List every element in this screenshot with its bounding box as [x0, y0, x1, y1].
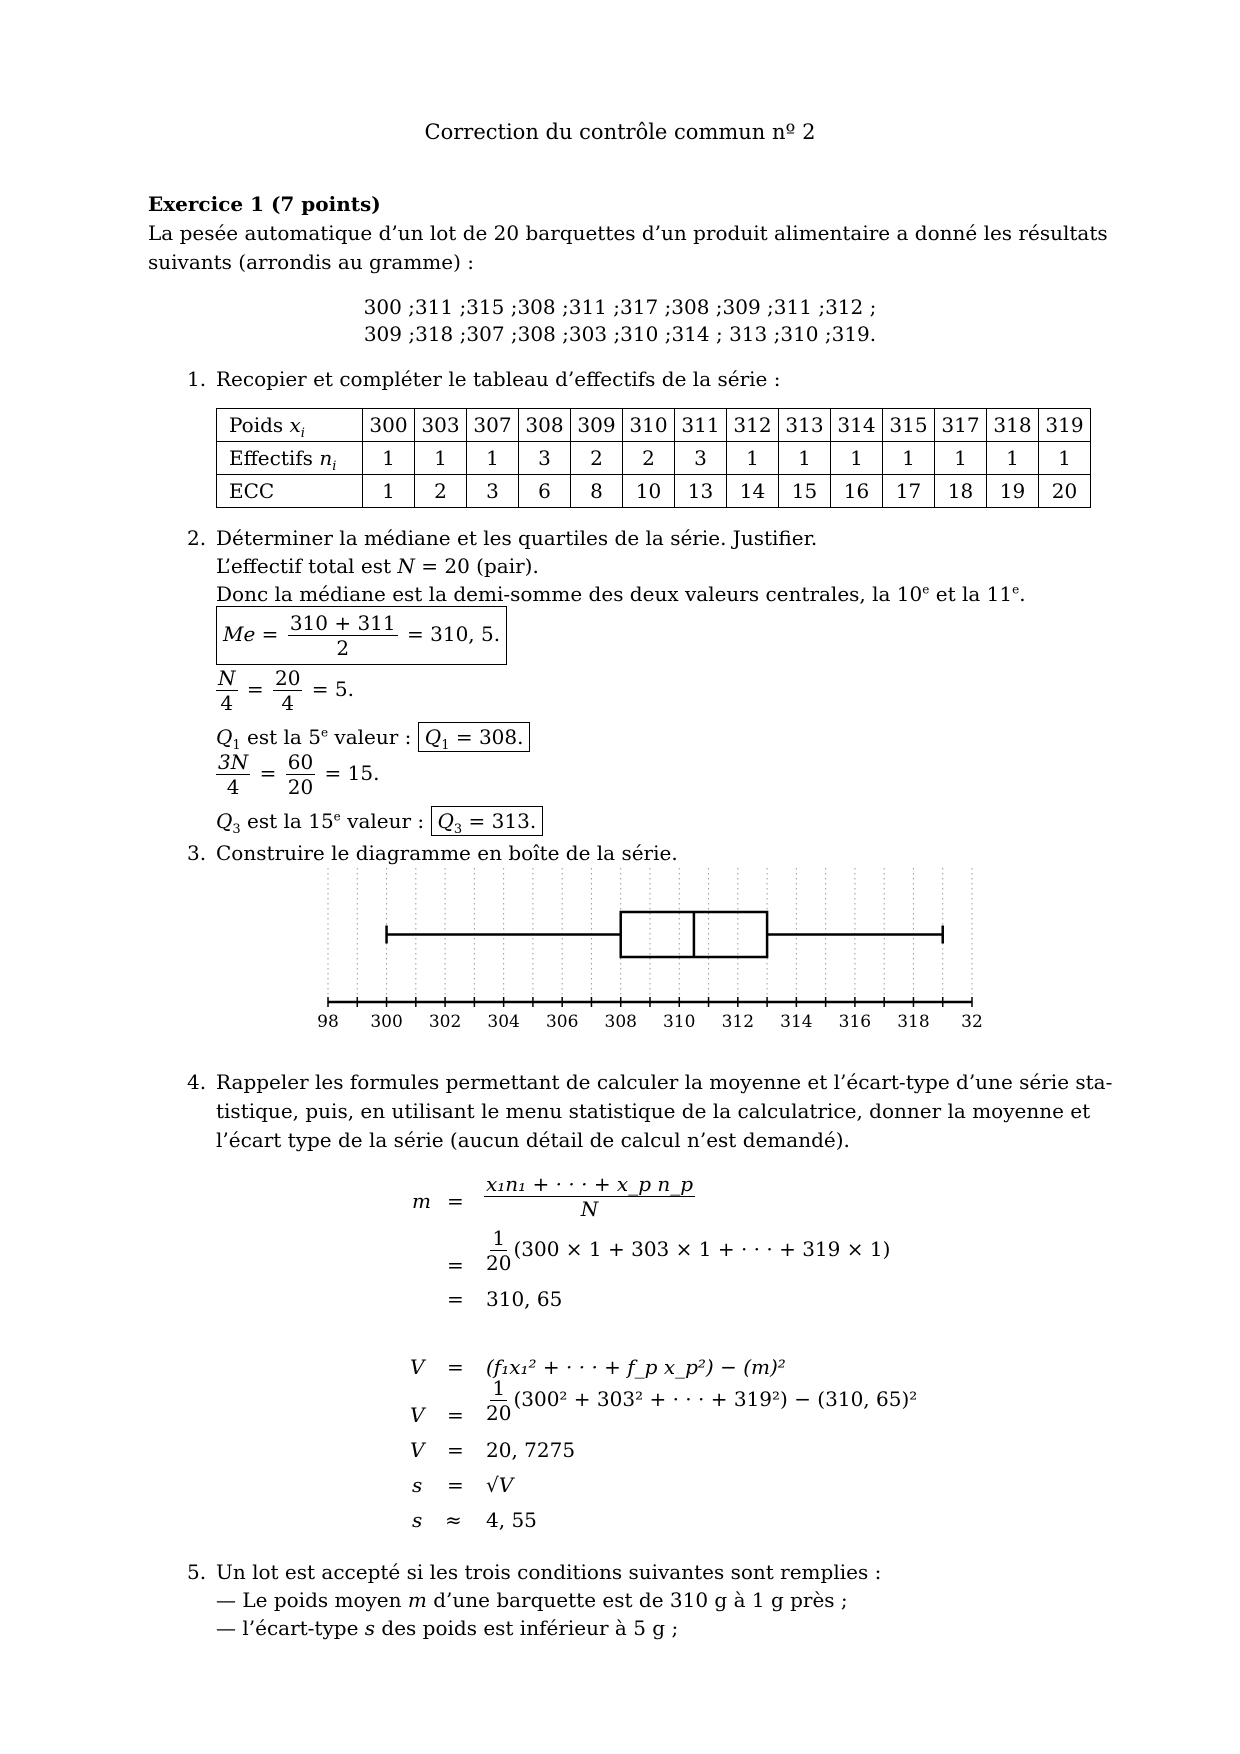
data-line2: 309 ;318 ;307 ;308 ;303 ;310 ;314 ; 313 ;310 ;319. — [363, 322, 877, 346]
q5-text: Un lot est accepté si les trois conditions suivantes sont remplies : — [216, 1560, 882, 1584]
table-cell: 312 — [727, 409, 779, 442]
table-cell: 319 — [1039, 409, 1091, 442]
tick-label: 308 — [604, 1012, 637, 1032]
table-cell: 310 — [623, 409, 675, 442]
table-cell: 309 — [571, 409, 623, 442]
tick-label: 314 — [780, 1012, 813, 1032]
table-cell: 16 — [831, 475, 883, 508]
exercise-heading: Exercice 1 (7 points) — [148, 192, 381, 216]
table-cell: 1 — [363, 475, 415, 508]
table-cell: 1 — [727, 442, 779, 475]
q4-number: 4. — [187, 1070, 207, 1094]
document-title: Correction du contrôle commun nº 2 — [424, 120, 816, 144]
table-cell: 20 — [1039, 475, 1091, 508]
q2-number: 2. — [187, 526, 207, 550]
table-cell: 10 — [623, 475, 675, 508]
sqrt-v: √V — [486, 1473, 514, 1497]
mean-formula: $\frac{\text{x₁n₁ + · · · + x\_p n\_p}}{N}$ — [486, 1172, 694, 1221]
tick-label: 98 — [317, 1012, 339, 1032]
table-cell: 315 — [883, 409, 935, 442]
row-label-weight: Poids $x_i$ — [217, 409, 363, 442]
row-label-counts: Effectifs $n_i$ — [217, 442, 363, 475]
approx-sign: ≈ — [445, 1508, 462, 1532]
table-cell: 313 — [779, 409, 831, 442]
variance-sum: $\frac{1}{20}$ (300² + 303² + · · · + 319²) − (310, 65)² — [486, 1376, 918, 1425]
table-cell: 1 — [883, 442, 935, 475]
table-cell: 17 — [883, 475, 935, 508]
eq-sign: = — [447, 1438, 464, 1462]
std-result: 4, 55 — [486, 1508, 537, 1532]
q4-line3: l’écart type de la série (aucun détail de calcul n’est demandé). — [216, 1128, 850, 1152]
table-cell: 18 — [935, 475, 987, 508]
q3-text: Construire le diagramme en boîte de la série. — [216, 841, 678, 865]
q5-number: 5. — [187, 1560, 207, 1584]
table-cell: 13 — [675, 475, 727, 508]
mean-sum: $\frac{1}{20}$ (300 × 1 + 303 × 1 + · · · + 319 × 1) — [486, 1226, 891, 1275]
tick-label: 304 — [487, 1012, 520, 1032]
table-cell: 19 — [987, 475, 1039, 508]
table-cell: 8 — [571, 475, 623, 508]
row-label-ecc: ECC — [217, 475, 363, 508]
tick-label: 302 — [428, 1012, 462, 1032]
q3-result-box: $Q_3 = 313$. — [431, 806, 544, 836]
boxplot-chart — [0, 860, 1240, 1040]
q1-text: Recopier et compléter le tableau d’effectifs de la série : — [216, 367, 781, 391]
table-cell: 1 — [831, 442, 883, 475]
eq-sign: = — [447, 1189, 464, 1213]
3n-over-4: $\frac{3N}{4}$ = $\frac{60}{20}$ = 15. — [218, 750, 380, 799]
median-box: Me = $\frac{310 + 311}{2}$ = 310, 5. — [216, 606, 507, 665]
table-row-ecc — [217, 475, 1091, 508]
q2-median-explain: Donc la médiane est la demi-somme des deux valeurs centrales, la 10e et la 11e. — [216, 582, 1026, 606]
eq-v-var: V — [410, 1438, 425, 1462]
table-cell: 1 — [779, 442, 831, 475]
table-cell: 314 — [831, 409, 883, 442]
exercise-intro-line1: La pesée automatique d’un lot de 20 barquettes d’un produit alimentaire a donné les résultats — [148, 221, 1108, 245]
table-cell: 307 — [467, 409, 519, 442]
mean-result: 310, 65 — [486, 1287, 563, 1311]
tick-label: 312 — [721, 1012, 755, 1032]
table-cell: 15 — [779, 475, 831, 508]
eq-sign: = — [447, 1403, 464, 1427]
table-cell: 2 — [415, 475, 467, 508]
q5-condition1: — Le poids moyen m d’une barquette est de 310 g à 1 g près ; — [216, 1588, 848, 1612]
table-cell: 6 — [519, 475, 571, 508]
table-row-values — [217, 409, 1091, 442]
q3-quartile-line: $Q_3$ est la 15e valeur : $Q_3 = 313$. — [216, 806, 543, 836]
table-cell: 300 — [363, 409, 415, 442]
table-cell: 14 — [727, 475, 779, 508]
q1-quartile-line: $Q_1$ est la 5e valeur : $Q_1 = 308$. — [216, 722, 530, 752]
exercise-intro-line2: suivants (arrondis au gramme) : — [148, 250, 475, 274]
table-row-counts — [217, 442, 1091, 475]
frequency-table — [216, 408, 1091, 508]
data-line1: 300 ;311 ;315 ;308 ;311 ;317 ;308 ;309 ;311 ;312 ; — [363, 295, 877, 319]
eq-sign: = — [447, 1253, 464, 1277]
tick-label: 318 — [897, 1012, 930, 1032]
q4-line2: tistique, puis, en utilisant le menu statistique de la calculatrice, donner la moyenne et — [216, 1099, 1091, 1123]
table-cell: 308 — [519, 409, 571, 442]
table-cell: 1 — [363, 442, 415, 475]
tick-label: 300 — [370, 1012, 403, 1032]
table-cell: 1 — [415, 442, 467, 475]
q5-condition2: — l’écart-type s des poids est inférieur à 5 g ; — [216, 1616, 679, 1640]
eq-sign: = — [447, 1355, 464, 1379]
table-cell: 3 — [519, 442, 571, 475]
table-cell: 317 — [935, 409, 987, 442]
table-cell: 2 — [623, 442, 675, 475]
table-cell: 1 — [467, 442, 519, 475]
q1-result-box: $Q_1 = 308$. — [418, 722, 531, 752]
eq-sign: = — [447, 1473, 464, 1497]
table-cell: 1 — [935, 442, 987, 475]
table-cell: 3 — [467, 475, 519, 508]
table-cell: 318 — [987, 409, 1039, 442]
q4-line1: Rappeler les formules permettant de calculer la moyenne et l’écart-type d’une série sta- — [216, 1070, 1113, 1094]
variance-formula: (f₁x₁² + · · · + f_p x_p²) − (m)² — [486, 1355, 786, 1379]
table-cell: 1 — [987, 442, 1039, 475]
eq-s-var: s — [412, 1508, 423, 1532]
eq-v-var: V — [410, 1403, 425, 1427]
n-over-4: $\frac{N}{4}$ = $\frac{20}{4}$ = 5. — [218, 666, 354, 715]
tick-label: 306 — [545, 1012, 579, 1032]
q1-number: 1. — [187, 367, 207, 391]
q2-text: Déterminer la médiane et les quartiles de la série. Justifier. — [216, 526, 818, 550]
variance-result: 20, 7275 — [486, 1438, 576, 1462]
table-cell: 1 — [1039, 442, 1091, 475]
eq-v-var: V — [410, 1355, 425, 1379]
eq-sign: = — [447, 1287, 464, 1311]
table-cell: 311 — [675, 409, 727, 442]
tick-label: 32 — [961, 1012, 983, 1032]
table-cell: 2 — [571, 442, 623, 475]
q3-number: 3. — [187, 841, 207, 865]
eq-s-var: s — [412, 1473, 423, 1497]
table-cell: 3 — [675, 442, 727, 475]
eq-m-var: m — [412, 1189, 431, 1213]
tick-label: 310 — [663, 1012, 696, 1032]
q2-total-line: L’effectif total est N = 20 (pair). — [216, 554, 539, 578]
table-cell: 303 — [415, 409, 467, 442]
tick-label: 316 — [838, 1012, 872, 1032]
